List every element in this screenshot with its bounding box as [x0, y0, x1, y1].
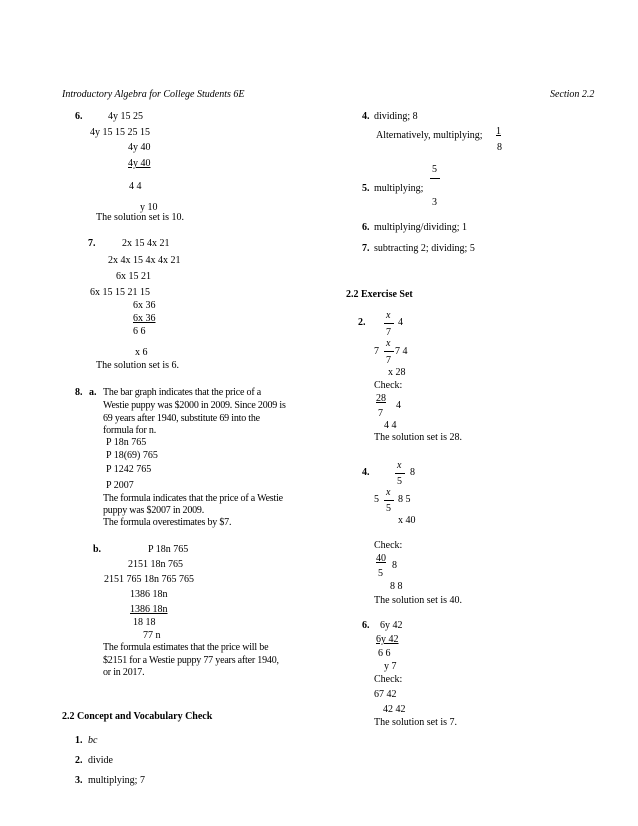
exercise-4-check-rhs: 8	[392, 560, 397, 571]
exercise-2-number: 2.	[358, 317, 366, 328]
concept-4-frac-den: 8	[497, 142, 502, 153]
problem-8a-text-1: The bar graph indicates that the price of a	[103, 387, 261, 398]
concept-5-number: 5.	[362, 183, 370, 194]
problem-6-line-2: 4y 15 15 25 15	[90, 127, 150, 138]
problem-8b-text-1: The formula estimates that the price will be	[103, 642, 269, 653]
exercise-4-den: 5	[397, 476, 402, 487]
exercise-2-mult: 7	[374, 346, 379, 357]
exercise-4-frac-bar-2	[384, 500, 394, 501]
exercise-4-rhs: 8	[410, 467, 415, 478]
concept-5-frac-den: 3	[432, 197, 437, 208]
exercise-2-den-2: 7	[386, 355, 391, 366]
problem-8a-label: a.	[89, 387, 97, 398]
problem-6-line-3: 4y 40	[128, 142, 151, 153]
concept-3-number: 3.	[75, 775, 83, 786]
concept-3-answer: multiplying; 7	[88, 775, 145, 786]
problem-8b-eq-1: P 18n 765	[148, 544, 189, 555]
exercise-2-check-label: Check:	[374, 380, 403, 391]
concept-7-number: 7.	[362, 243, 370, 254]
running-header-title: Introductory Algebra for College Students 6E	[62, 89, 245, 100]
exercise-2-result: x 28	[388, 367, 406, 378]
exercise-2-conclusion: The solution set is 28.	[374, 432, 463, 443]
problem-8b-eq-4: 1386 18n	[130, 589, 168, 600]
problem-7-line-7: 6 6	[133, 326, 146, 337]
exercise-4-mult: 5	[374, 494, 379, 505]
concept-1-answer: bc	[88, 735, 98, 746]
concept-4-alternative: Alternatively, multiplying;	[376, 130, 483, 141]
problem-6-line-5: 4 4	[129, 181, 142, 192]
exercise-2-x-num-2: x	[386, 338, 391, 349]
problem-8a-eq-2: P 18(69) 765	[106, 450, 158, 461]
problem-6-number: 6.	[75, 111, 83, 122]
problem-6-line-4: 4y 40	[128, 158, 151, 169]
concept-5-frac-num: 5	[432, 164, 437, 175]
problem-8b-eq-2: 2151 18n 765	[128, 559, 183, 570]
problem-8b-eq-6: 18 18	[133, 617, 156, 628]
problem-8b-text-3: or in 2017.	[103, 667, 145, 678]
exercise-2-check-result: 4 4	[384, 420, 397, 431]
exercise-set-heading: 2.2 Exercise Set	[346, 289, 413, 300]
exercise-2-mult-rhs: 7 4	[395, 346, 408, 357]
concept-7-answer: subtracting 2; dividing; 5	[374, 243, 475, 254]
problem-8a-text2-2: puppy was $2007 in 2009.	[103, 505, 205, 516]
problem-7-conclusion: The solution set is 6.	[96, 360, 180, 371]
exercise-2-check-den: 7	[378, 408, 383, 419]
exercise-4-result: x 40	[398, 515, 416, 526]
problem-8b-label: b.	[93, 544, 102, 555]
exercise-6-conclusion: The solution set is 7.	[374, 717, 458, 728]
exercise-4-check-num: 40	[376, 553, 386, 564]
exercise-6-check-2: 42 42	[383, 704, 406, 715]
concept-4-number: 4.	[362, 111, 370, 122]
exercise-2-x-num: x	[386, 310, 391, 321]
exercise-6-check-1: 67 42	[374, 689, 397, 700]
exercise-4-x-num: x	[397, 460, 402, 471]
concept-check-heading: 2.2 Concept and Vocabulary Check	[62, 711, 213, 722]
exercise-4-check-den: 5	[378, 568, 383, 579]
problem-7-line-1: 2x 15 4x 21	[122, 238, 170, 249]
problem-7-line-8: x 6	[135, 347, 148, 358]
exercise-4-den-2: 5	[386, 503, 391, 514]
problem-8a-text-2: Westie puppy was $2000 in 2009. Since 2009 is	[103, 400, 286, 411]
concept-2-answer: divide	[88, 755, 113, 766]
concept-5-frac-bar	[430, 178, 440, 179]
problem-7-line-5: 6x 36	[133, 300, 156, 311]
problem-8-number: 8.	[75, 387, 83, 398]
exercise-2-frac-bar-2	[384, 351, 394, 352]
exercise-4-number: 4.	[362, 467, 370, 478]
exercise-6-number: 6.	[362, 620, 370, 631]
exercise-2-rhs: 4	[398, 317, 403, 328]
concept-6-number: 6.	[362, 222, 370, 233]
concept-6-answer: multiplying/dividing; 1	[374, 222, 468, 233]
problem-7-line-2: 2x 4x 15 4x 4x 21	[108, 255, 181, 266]
exercise-2-check-num: 28	[376, 393, 386, 404]
problem-8a-text2-3: The formula overestimates by $7.	[103, 517, 232, 528]
problem-8b-eq-3: 2151 765 18n 765 765	[104, 574, 194, 585]
exercise-6-line-4: y 7	[384, 661, 397, 672]
exercise-6-line-1: 6y 42	[380, 620, 403, 631]
problem-7-number: 7.	[88, 238, 96, 249]
exercise-4-check-result: 8 8	[390, 581, 403, 592]
problem-8b-eq-5: 1386 18n	[130, 604, 168, 615]
exercise-2-den: 7	[386, 327, 391, 338]
concept-4-frac-num: 1	[496, 126, 501, 137]
problem-7-line-6: 6x 36	[133, 313, 156, 324]
exercise-2-check-rhs: 4	[396, 400, 401, 411]
problem-6-conclusion: The solution set is 10.	[96, 212, 185, 223]
concept-4-answer: dividing; 8	[374, 111, 418, 122]
problem-8a-eq-1: P 18n 765	[106, 437, 147, 448]
problem-8a-eq-4: P 2007	[106, 480, 134, 491]
exercise-6-check-label: Check:	[374, 674, 403, 685]
exercise-4-conclusion: The solution set is 40.	[374, 595, 463, 606]
exercise-4-frac-bar-1	[395, 473, 405, 474]
exercise-2-frac-bar-1	[384, 323, 394, 324]
problem-8b-eq-7: 77 n	[143, 630, 161, 641]
problem-7-line-3: 6x 15 21	[116, 271, 151, 282]
problem-6-line-6: y 10	[140, 202, 158, 213]
problem-7-line-4: 6x 15 15 21 15	[90, 287, 150, 298]
concept-5-answer: multiplying;	[374, 183, 424, 194]
exercise-6-line-2: 6y 42	[376, 634, 399, 645]
exercise-4-x-num-2: x	[386, 487, 391, 498]
exercise-4-mult-rhs: 8 5	[398, 494, 411, 505]
problem-8b-text-2: $2151 for a Westie puppy 77 years after 1940,	[103, 655, 279, 666]
problem-6-line-1: 4y 15 25	[108, 111, 143, 122]
exercise-4-check-label: Check:	[374, 540, 403, 551]
problem-8a-text-3: 69 years after 1940, substitute 69 into the	[103, 413, 260, 424]
exercise-6-line-3: 6 6	[378, 648, 391, 659]
concept-1-number: 1.	[75, 735, 83, 746]
problem-8a-text2-1: The formula indicates that the price of a Westie	[103, 493, 283, 504]
problem-8a-eq-3: P 1242 765	[106, 464, 152, 475]
concept-2-number: 2.	[75, 755, 83, 766]
problem-8a-text-4: formula for n.	[103, 425, 157, 436]
running-header-section: Section 2.2	[550, 89, 595, 100]
